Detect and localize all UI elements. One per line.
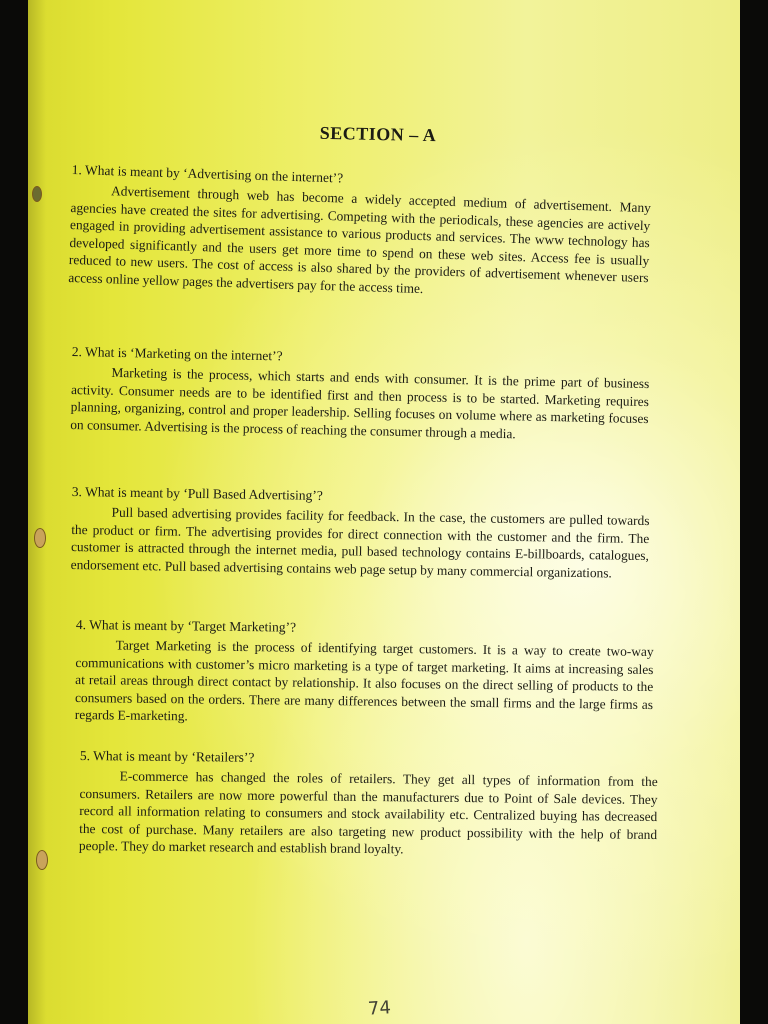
question-block-5 — [79, 748, 658, 861]
question-answer: Target Marketing is the process of identifying target customers. It is a way to create two-way communications with customer’s micro marketing is a type of target marketing. It aims at increasing sales at retail areas through direct contact by relationship. It also focuses on the direct selling of products to the consumers based on the orders. There are many differences between the small firms and the large firms as regards E-marketing. — [74, 637, 654, 724]
question-block-4 — [75, 617, 654, 731]
question-block-3 — [71, 484, 650, 582]
question-heading: 1. What is meant by ‘Advertising on the internet’? — [71, 162, 344, 186]
document-page — [28, 0, 740, 1024]
question-heading: 4. What is meant by ‘Target Marketing’? — [75, 617, 297, 635]
page-content — [68, 0, 684, 1024]
question-answer: Advertisement through web has become a widely accepted medium of advertisement. Many agencies have created the sites for advertising. Competing with the periodicals, these agencies are actively engaged in providing advertisement assistance to various products and services. The www technology has developed significantly and the users get more time to spend on these web sites. Access fee is usually reduced to new users. The cost of access is also shared by the providers of advertisement whenever users access online yellow pages the advertisers pay for the access time. — [68, 183, 652, 297]
question-heading: 2. What is ‘Marketing on the internet’? — [71, 344, 283, 364]
page-edge-shadow — [28, 0, 46, 1024]
question-answer: E-commerce has changed the roles of retailers. They get all types of information from the consumers. Retailers are now more powerful than the manufacturers due to Point of Sale devices. They record all information relating to consumers and stock availability etc. Centralized buying has decreased the cost of purchase. Many retailers are also targeting new product possibility with the help of brand people. They do market research and establish brand loyalty. — [78, 768, 658, 857]
question-answer: Marketing is the process, which starts and ends with consumer. It is the prime part of business activity. Consumer needs are to be identified first and then process is to be started. Marketing requires planning, organizing, control and proper leadership. Selling focuses on volume where as marketing focuses on consumer. Advertising is the process of reaching the consumer through a media. — [70, 364, 650, 442]
binding-hole-mark — [34, 528, 46, 548]
page-number: 74 — [367, 997, 392, 1020]
question-heading: 3. What is meant by ‘Pull Based Advertising’? — [71, 484, 323, 503]
binding-hole-mark — [32, 186, 42, 202]
question-heading: 5. What is meant by ‘Retailers’? — [79, 748, 255, 765]
binding-hole-mark — [36, 850, 48, 870]
question-answer: Pull based advertising provides facility for feedback. In the case, the customers are pulled towards the product or firm. The advertising provides for direct connection with the customer and the firm. The customer is attracted through the internet media, pull based technology contains E-billboards, catalogues, endorsement etc. Pull based advertising contains web page setup by many commercial organizations. — [70, 504, 650, 581]
question-block-1 — [68, 162, 652, 305]
question-block-2 — [70, 344, 650, 445]
section-title: SECTION – A — [319, 122, 437, 146]
